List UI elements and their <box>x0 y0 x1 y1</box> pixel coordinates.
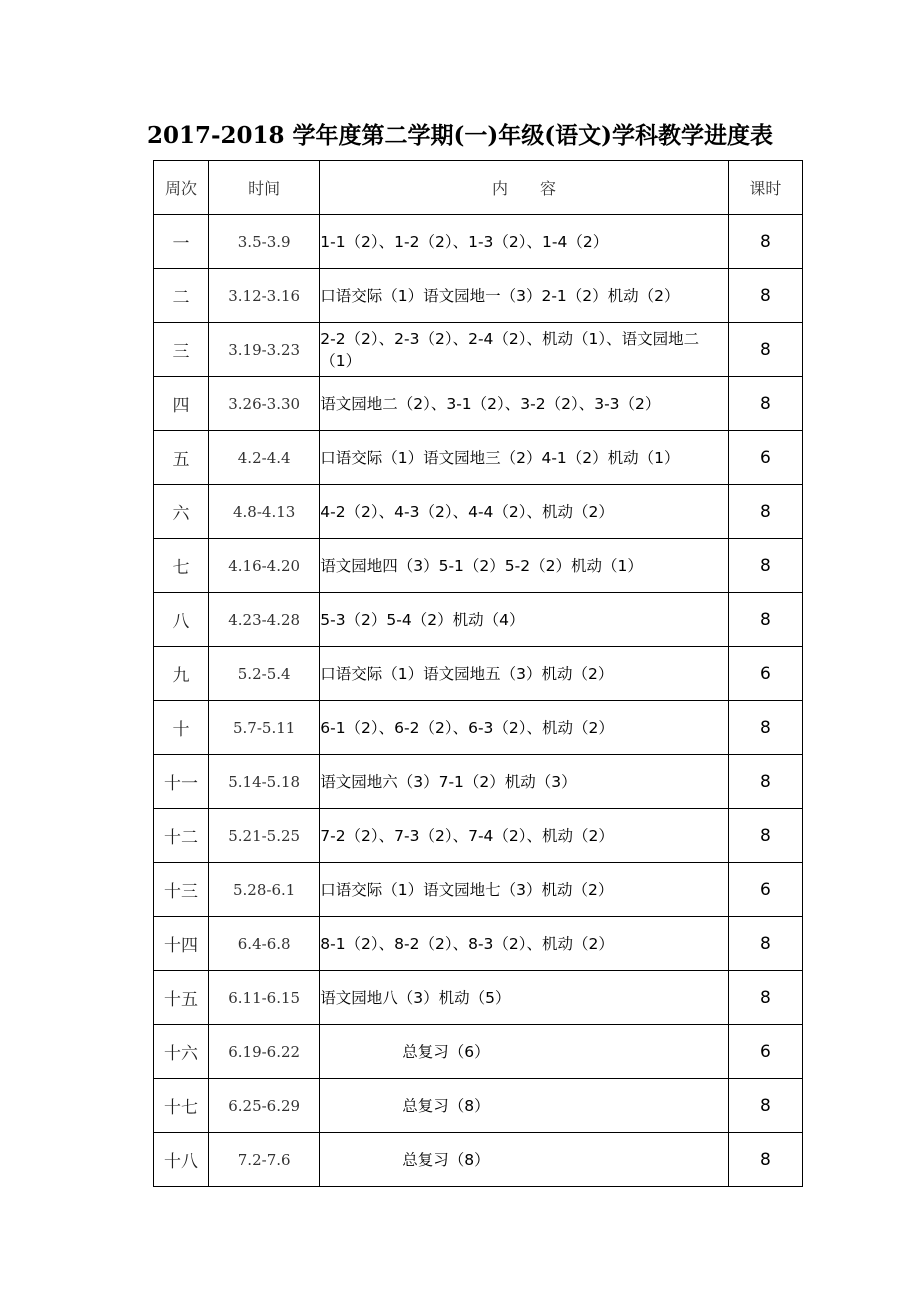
hours-cell: 8 <box>728 1133 802 1187</box>
header-content: 内 容 <box>320 161 729 215</box>
header-time: 时间 <box>209 161 320 215</box>
table-row <box>154 593 803 647</box>
schedule-body <box>154 215 803 1187</box>
content-cell: 8-1（2）、8-2（2）、8-3（2）、机动（2） <box>320 917 729 971</box>
table-header-row <box>154 161 803 215</box>
hours-cell: 8 <box>728 539 802 593</box>
content-cell: 口语交际（1）语文园地一（3）2-1（2）机动（2） <box>320 269 729 323</box>
week-cell: 五 <box>154 431 209 485</box>
time-cell: 4.8-4.13 <box>209 485 320 539</box>
hours-cell: 8 <box>728 269 802 323</box>
week-cell: 十 <box>154 701 209 755</box>
time-cell: 5.28-6.1 <box>209 863 320 917</box>
week-cell: 七 <box>154 539 209 593</box>
hours-cell: 8 <box>728 755 802 809</box>
hours-cell: 6 <box>728 1025 802 1079</box>
hours-cell: 8 <box>728 377 802 431</box>
time-cell: 3.5-3.9 <box>209 215 320 269</box>
table-row <box>154 485 803 539</box>
week-cell: 十三 <box>154 863 209 917</box>
time-cell: 5.7-5.11 <box>209 701 320 755</box>
content-cell: 语文园地四（3）5-1（2）5-2（2）机动（1） <box>320 539 729 593</box>
time-cell: 4.16-4.20 <box>209 539 320 593</box>
table-row <box>154 809 803 863</box>
week-cell: 十六 <box>154 1025 209 1079</box>
week-cell: 四 <box>154 377 209 431</box>
time-cell: 6.25-6.29 <box>209 1079 320 1133</box>
table-row <box>154 1133 803 1187</box>
time-cell: 5.21-5.25 <box>209 809 320 863</box>
table-row <box>154 539 803 593</box>
content-cell: 总复习（8） <box>320 1079 729 1133</box>
header-hours: 课时 <box>728 161 802 215</box>
table-row <box>154 863 803 917</box>
hours-cell: 8 <box>728 593 802 647</box>
week-cell: 十二 <box>154 809 209 863</box>
week-cell: 十五 <box>154 971 209 1025</box>
content-cell: 总复习（8） <box>320 1133 729 1187</box>
hours-cell: 8 <box>728 1079 802 1133</box>
time-cell: 3.19-3.23 <box>209 323 320 377</box>
time-cell: 7.2-7.6 <box>209 1133 320 1187</box>
page-title: 2017-2018 学年度第二学期(一)年级(语文)学科教学进度表 <box>146 122 774 149</box>
time-cell: 6.11-6.15 <box>209 971 320 1025</box>
content-cell: 1-1（2）、1-2（2）、1-3（2）、1-4（2） <box>320 215 729 269</box>
time-cell: 3.26-3.30 <box>209 377 320 431</box>
week-cell: 十四 <box>154 917 209 971</box>
hours-cell: 8 <box>728 485 802 539</box>
hours-cell: 8 <box>728 215 802 269</box>
table-row <box>154 323 803 377</box>
table-row <box>154 971 803 1025</box>
table-row <box>154 269 803 323</box>
week-cell: 十七 <box>154 1079 209 1133</box>
table-row <box>154 377 803 431</box>
hours-cell: 8 <box>728 971 802 1025</box>
content-cell: 4-2（2）、4-3（2）、4-4（2）、机动（2） <box>320 485 729 539</box>
time-cell: 4.2-4.4 <box>209 431 320 485</box>
content-cell: 6-1（2）、6-2（2）、6-3（2）、机动（2） <box>320 701 729 755</box>
week-cell: 十一 <box>154 755 209 809</box>
content-cell: 5-3（2）5-4（2）机动（4） <box>320 593 729 647</box>
week-cell: 十八 <box>154 1133 209 1187</box>
table-row <box>154 1025 803 1079</box>
time-cell: 6.4-6.8 <box>209 917 320 971</box>
hours-cell: 6 <box>728 863 802 917</box>
content-cell: 口语交际（1）语文园地七（3）机动（2） <box>320 863 729 917</box>
table-row <box>154 917 803 971</box>
week-cell: 三 <box>154 323 209 377</box>
content-cell: 2-2（2）、2-3（2）、2-4（2）、机动（1）、语文园地二（1） <box>320 323 729 377</box>
time-cell: 5.2-5.4 <box>209 647 320 701</box>
content-cell: 总复习（6） <box>320 1025 729 1079</box>
content-cell: 语文园地二（2）、3-1（2）、3-2（2）、3-3（2） <box>320 377 729 431</box>
table-row <box>154 431 803 485</box>
hours-cell: 6 <box>728 431 802 485</box>
content-cell: 语文园地六（3）7-1（2）机动（3） <box>320 755 729 809</box>
content-cell: 7-2（2）、7-3（2）、7-4（2）、机动（2） <box>320 809 729 863</box>
time-cell: 6.19-6.22 <box>209 1025 320 1079</box>
week-cell: 八 <box>154 593 209 647</box>
header-week: 周次 <box>154 161 209 215</box>
week-cell: 二 <box>154 269 209 323</box>
schedule-table <box>153 160 803 1187</box>
week-cell: 一 <box>154 215 209 269</box>
hours-cell: 8 <box>728 701 802 755</box>
week-cell: 六 <box>154 485 209 539</box>
time-cell: 5.14-5.18 <box>209 755 320 809</box>
content-cell: 口语交际（1）语文园地五（3）机动（2） <box>320 647 729 701</box>
week-cell: 九 <box>154 647 209 701</box>
hours-cell: 8 <box>728 917 802 971</box>
table-row <box>154 647 803 701</box>
table-row <box>154 1079 803 1133</box>
hours-cell: 8 <box>728 809 802 863</box>
table-row <box>154 755 803 809</box>
hours-cell: 8 <box>728 323 802 377</box>
time-cell: 4.23-4.28 <box>209 593 320 647</box>
content-cell: 语文园地八（3）机动（5） <box>320 971 729 1025</box>
content-cell: 口语交际（1）语文园地三（2）4-1（2）机动（1） <box>320 431 729 485</box>
hours-cell: 6 <box>728 647 802 701</box>
table-row <box>154 701 803 755</box>
time-cell: 3.12-3.16 <box>209 269 320 323</box>
table-row <box>154 215 803 269</box>
